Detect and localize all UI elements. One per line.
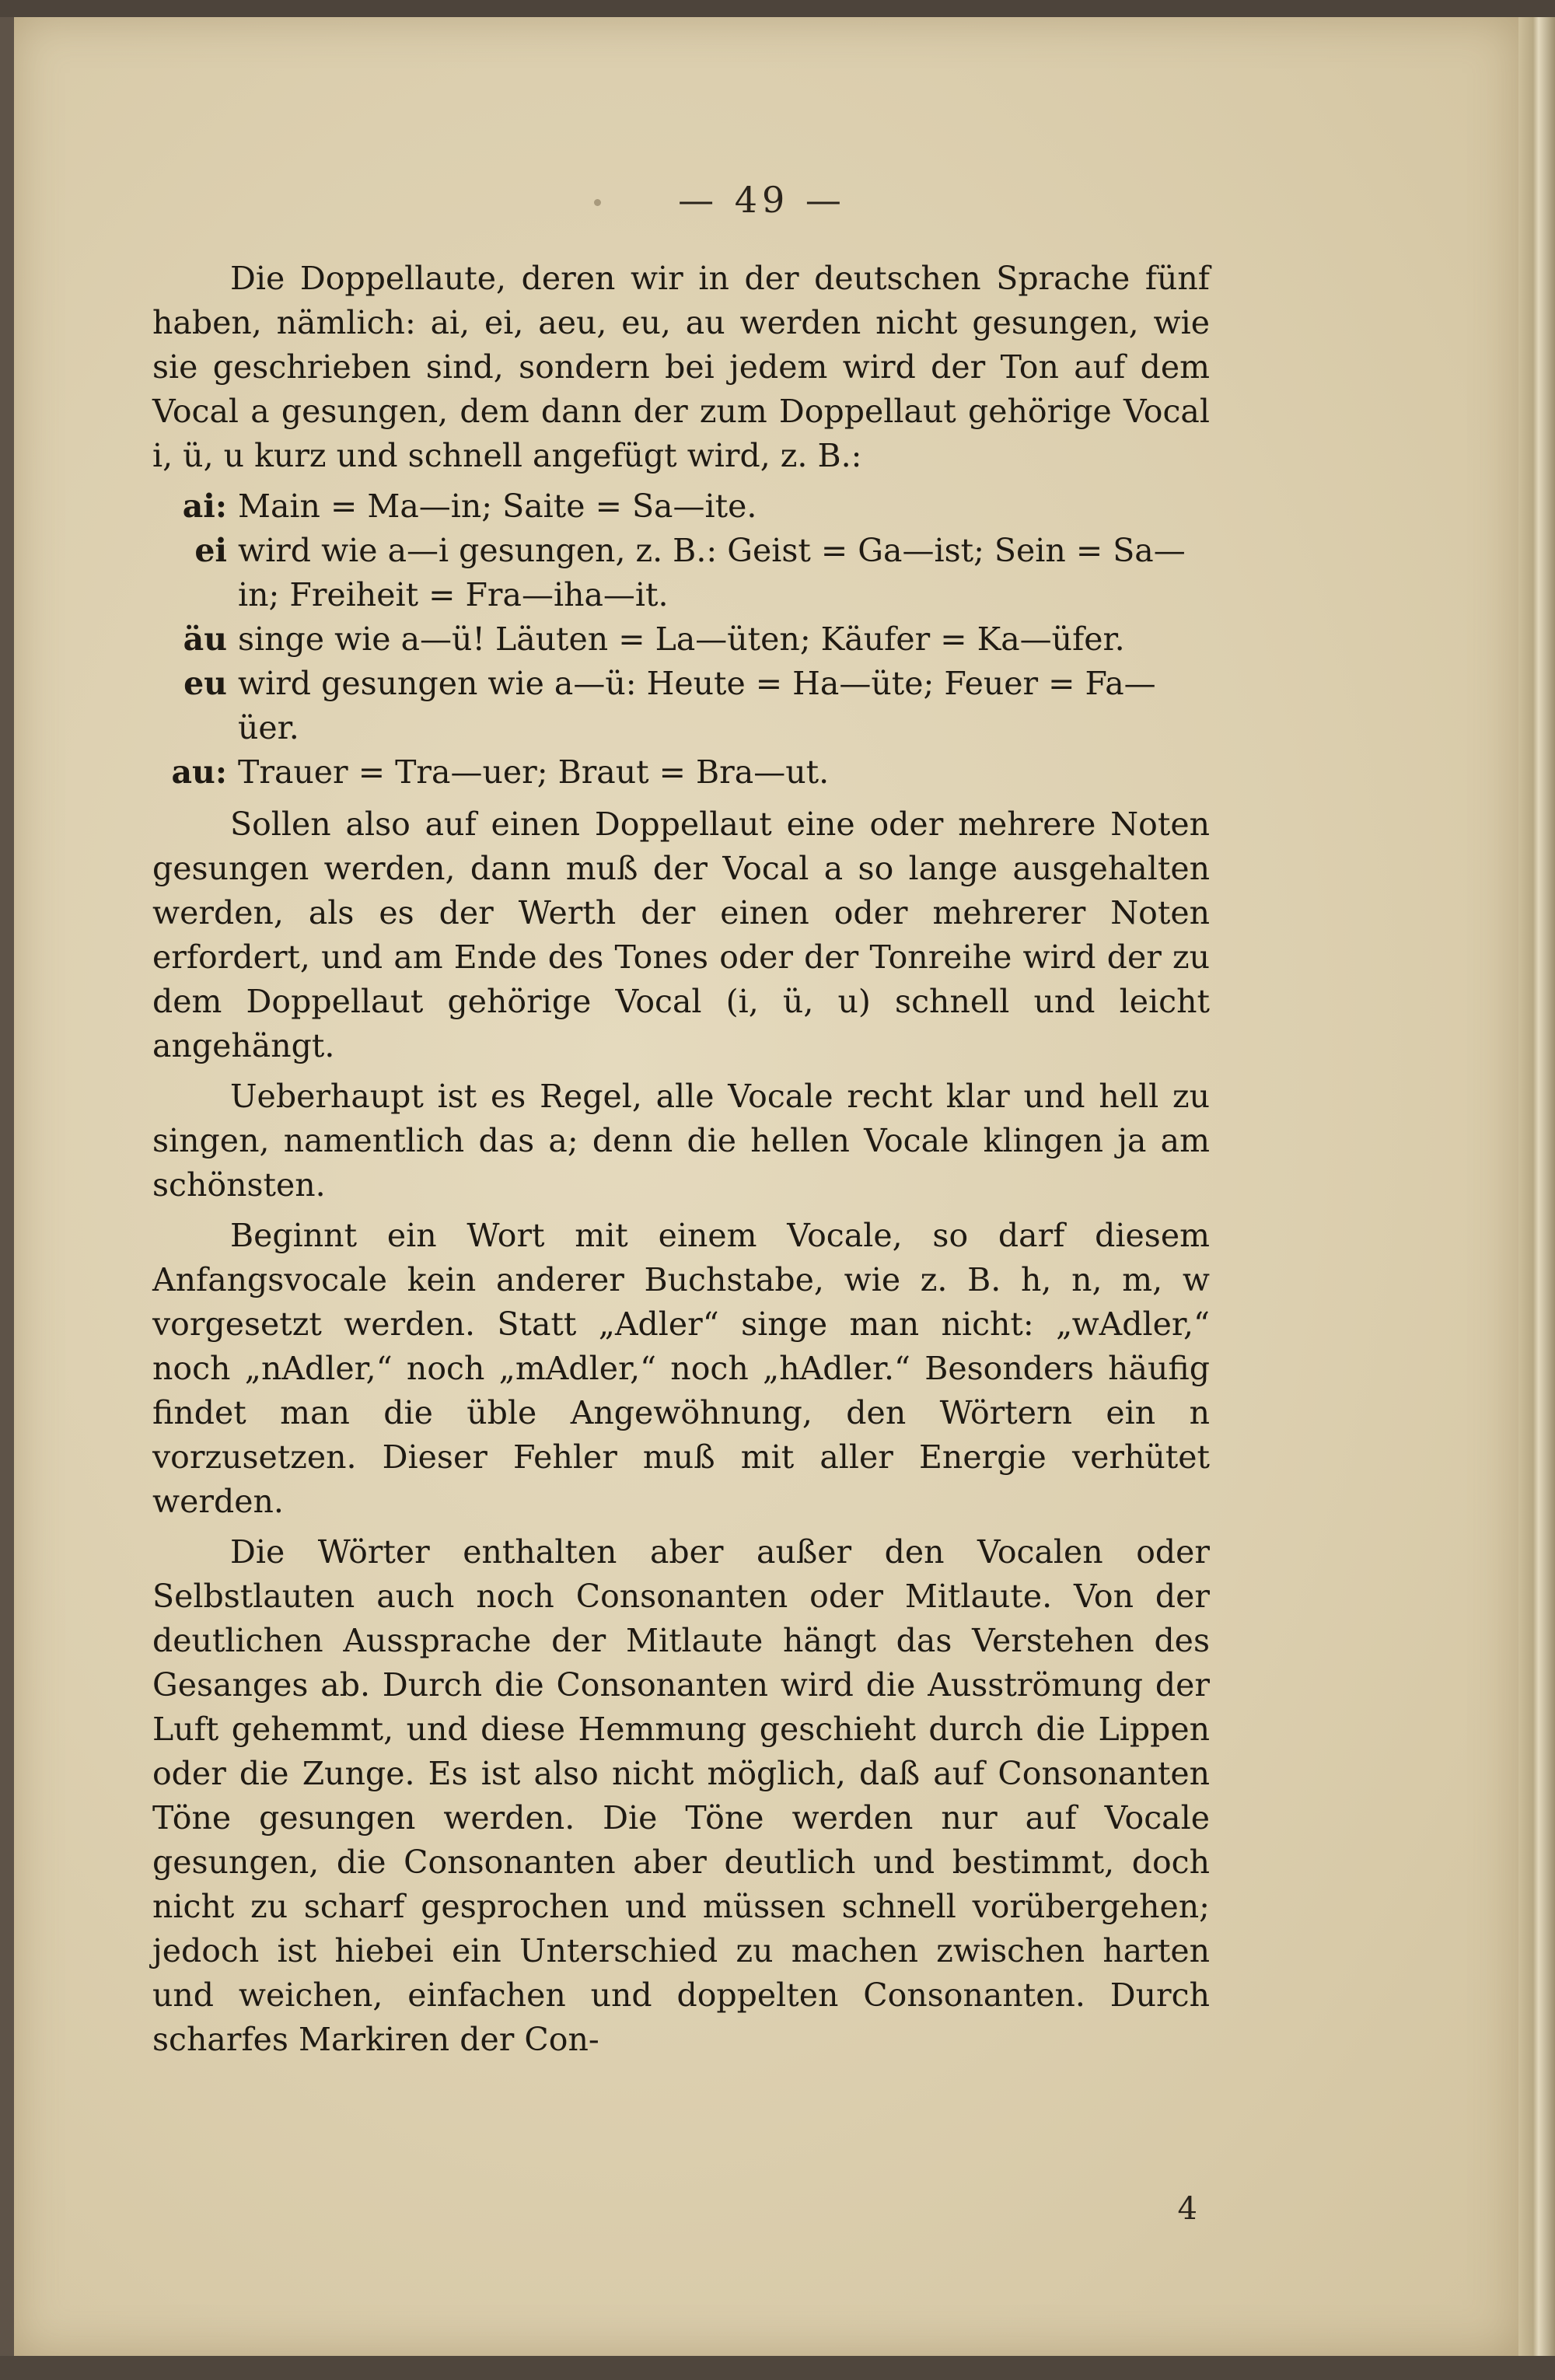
example-text: wird wie a—i gesungen, z. B.: Geist = Ga—ist; Sein = Sa—in; Freiheit = Fra—iha—it. — [238, 532, 1186, 613]
example-row — [152, 617, 1210, 662]
example-list — [152, 484, 1210, 795]
ink-dot — [594, 199, 601, 206]
paragraph-vocale-regel: Ueberhaupt ist es Regel, alle Vocale recht klar und hell zu singen, namentlich das a; denn die hellen Vocale klingen ja am schönsten. — [152, 1078, 1210, 1204]
example-key: ei — [194, 532, 227, 569]
example-text: singe wie a—ü! Läuten = La—üten; Käufer = Ka—üfer. — [238, 620, 1125, 658]
example-key: au: — [171, 753, 227, 791]
book-edge-top — [0, 0, 1555, 17]
example-text: Trauer = Tra—uer; Braut = Bra—ut. — [238, 753, 830, 791]
example-text: Main = Ma—in; Saite = Sa—ite. — [238, 488, 757, 525]
paragraph-doppellaut-noten: Sollen also auf einen Doppellaut eine oder mehrere Noten gesungen werden, dann muß der Vocal a so lange ausgehalten werden, als es der Werth der einen oder mehrerer Noten erfordert, und am Ende des Tones oder der Tonreihe wird der zu dem Doppellaut gehörige Vocal (i, ü, u) schnell und leicht angehängt. — [152, 806, 1210, 1064]
book-edge-bottom — [0, 2356, 1555, 2380]
example-row — [152, 529, 1210, 617]
example-row — [152, 750, 1210, 795]
example-key: eu — [183, 665, 227, 702]
example-row — [152, 484, 1210, 529]
body-text — [152, 257, 1210, 2068]
paragraph-doppellaute: Die Doppellaute, deren wir in der deutschen Sprache fünf haben, nämlich: ai, ei, aeu, eu, au werden nicht gesungen, wie sie geschrieben sind, sondern bei jedem wird der Ton auf dem Vocal a gesungen, dem dann der zum Doppellaut gehörige Vocal i, ü, u kurz und schnell angefügt wird, z. B.: — [152, 260, 1210, 474]
example-key: äu — [183, 620, 227, 658]
paragraph-consonanten: Die Wörter enthalten aber außer den Vocalen oder Selbstlauten auch noch Consonanten oder Mitlaute. Von der deutlichen Aussprache der Mitlaute hängt das Verstehen des Gesanges ab. Durch die Consonanten wird die Ausströmung der Luft gehemmt, und diese Hemmung geschieht durch die Lippen oder die Zunge. Es ist also nicht möglich, daß auf Consonanten Töne gesungen werden. Die Töne werden nur auf Vocale gesungen, die Consonanten aber deutlich und bestimmt, doch nicht zu scharf gesprochen und müssen schnell vorübergehen; jedoch ist hiebei ein Unterschied zu machen zwischen harten und weichen, einfachen und doppelten Consonanten. Durch scharfes Markiren der Con- — [152, 1533, 1210, 2058]
page-number-header: — 49 — — [678, 179, 846, 221]
signature-mark: 4 — [1177, 2191, 1197, 2227]
example-key: ai: — [182, 488, 227, 525]
paragraph-anfangsvocale: Beginnt ein Wort mit einem Vocale, so darf diesem Anfangsvocale kein anderer Buchstabe, wie z. B. h, n, m, w vorgesetzt werden. Statt „Adler“ singe man nicht: „wAdler,“ noch „nAdler,“ noch „mAdler,“ noch „hAdler.“ Besonders häufig findet man die üble Angewöhnung, den Wörtern ein n vorzusetzen. Dieser Fehler muß mit aller Energie verhütet werden. — [152, 1217, 1210, 1520]
page-stack-edge — [1518, 17, 1555, 2356]
example-text: wird gesungen wie a—ü: Heute = Ha—üte; Feuer = Fa—üer. — [238, 665, 1156, 746]
example-row — [152, 662, 1210, 750]
